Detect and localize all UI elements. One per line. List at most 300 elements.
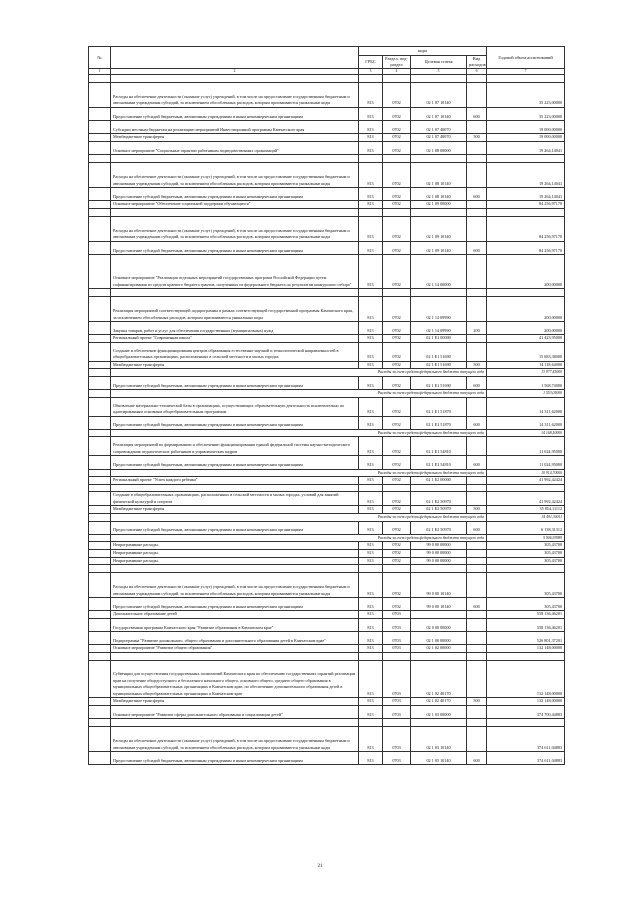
table-row [89,296,565,321]
expense-name-cell: Расходы на обеспечение деятельности (оказание услуг) учреждений, в том числе на предоставление государственным бюджетным и автономным учреждениям субсидий, за исключением обособленных расходов, которым присваиваются уникальные коды [111,82,359,107]
expense-name-cell: Расходы на обеспечение деятельности (оказание услуг) учреждений, в том числе на предоставление государственным бюджетным и автономным учреждениям субсидий, за исключением обособленных расходов, которым присваиваются уникальные коды [111,572,359,597]
amount-cell: 19 264,14041 [487,142,565,155]
table-row [89,162,565,187]
expense-name-cell: Реализация мероприятий по формированию и обеспечению функционирования единой федеральной системы научно-методического сопровождения педагогических работников и управленческих кадров [111,437,359,456]
table-row [89,242,565,255]
col-index: 5 [411,69,467,75]
table-row [89,188,565,201]
expense-name-cell: Межбюджетные трансферты [111,698,359,706]
row-number-cell [89,369,111,377]
row-number-cell [89,142,111,155]
section-cell [383,653,411,661]
section-cell: 0702 [383,188,411,201]
expense-type-cell [467,209,487,217]
table-row [89,632,565,645]
grbs-cell: 813 [359,611,383,619]
table-row [89,289,565,297]
table-row [89,343,565,362]
target-article-cell: 02 1 03 00000 [411,705,467,718]
expense-type-cell [467,484,487,492]
section-cell [383,75,411,83]
target-article-cell: 99 0 00 00000 [411,550,467,558]
amount-cell [487,75,565,83]
col-index: 2 [111,69,359,75]
row-number-cell [89,572,111,597]
expense-type-cell: 600 [467,377,487,390]
grbs-cell: 813 [359,322,383,335]
grbs-cell [359,565,383,573]
section-cell: 0702 [383,121,411,134]
section-cell: 0702 [383,82,411,107]
grbs-cell: 813 [359,335,383,343]
table-row [89,121,565,134]
table-row [89,619,565,632]
table-row [89,492,565,506]
grbs-cell [359,155,383,163]
expense-name-cell: Предоставление субсидий бюджетным, автономным учреждениям и иным некоммерческим организациям [111,598,359,611]
row-number-cell [89,188,111,201]
amount-cell: 374 611,04883 [487,752,565,765]
table-row [89,726,565,751]
expense-name-cell [111,484,359,492]
note-row [89,429,565,437]
amount-cell: 200,00000 [487,322,565,335]
row-number-cell [89,611,111,619]
target-article-cell [411,719,467,727]
grbs-cell: 813 [359,343,383,362]
section-cell: 0703 [383,645,411,653]
expense-name-cell: Основное мероприятие "Обеспечение социальной поддержки обучающихся" [111,201,359,209]
amount-cell: 11 024,95000 [487,456,565,469]
col-number-header: № [89,47,111,69]
expense-name-cell: Закупка товаров, работ и услуг для обеспечения государственных (муниципальных) нужд [111,322,359,335]
target-article-cell: 02 1 E2 50970 [411,506,467,514]
amount-cell [487,155,565,163]
amount-cell: 19 264,14041 [487,188,565,201]
expense-type-cell: 500 [467,698,487,706]
grbs-cell: 813 [359,698,383,706]
grbs-cell: 813 [359,397,383,416]
row-number-cell [89,598,111,611]
grbs-cell: 813 [359,201,383,209]
expense-name-cell: Региональный проект "Современная школа" [111,335,359,343]
table-row [89,416,565,429]
target-article-cell [411,289,467,297]
section-cell: 0702 [383,343,411,362]
section-cell: 0702 [383,477,411,485]
table-row [89,142,565,155]
amount-cell: 41 423,95000 [487,335,565,343]
codes-header: коды [359,47,487,56]
row-number-cell [89,752,111,765]
expense-type-cell [467,162,487,187]
expense-name-cell: Предоставление субсидий бюджетным, автономным учреждениям и иным некоммерческим организациям [111,188,359,201]
row-number-cell [89,660,111,698]
target-article-cell: 02 1 E2 50970 [411,521,467,534]
row-number-cell [89,289,111,297]
table-row [89,484,565,492]
section-cell: 0703 [383,611,411,619]
amount-cell: 14 118,64000 [487,361,565,369]
expense-name-cell: Расходы на обеспечение деятельности (оказание услуг) учреждений, в том числе на предоставление государственным бюджетным и автономным учреждениям субсидий, за исключением обособленных расходов, которым присваиваются уникальные коды [111,162,359,187]
row-number-cell [89,514,111,522]
section-cell: 0703 [383,752,411,765]
grbs-cell: 813 [359,506,383,514]
expense-name-cell [111,653,359,661]
target-article-cell: 99 0 00 10140 [411,572,467,597]
amount-cell: 35 854,11112 [487,506,565,514]
section-cell: 0702 [383,201,411,209]
target-article-cell: 02 1 07 10140 [411,108,467,121]
amount-cell: 19 000,00000 [487,121,565,134]
section-cell: 0702 [383,335,411,343]
expense-type-cell: 600 [467,188,487,201]
expense-type-cell [467,75,487,83]
expense-type-cell [467,397,487,416]
row-number-cell [89,550,111,558]
target-article-cell: 02 1 09 10140 [411,216,467,241]
expense-type-cell [467,611,487,619]
target-article-cell: 02 1 08 10140 [411,162,467,187]
amount-cell: 305,43700 [487,550,565,558]
target-article-cell: 02 1 08 00000 [411,142,467,155]
expense-type-cell: 600 [467,521,487,534]
note-text-cell: Расходы за счет средств федерального бюджета текущего года [111,390,487,398]
section-cell: 0702 [383,216,411,241]
amount-cell: 11 024,95000 [487,437,565,456]
target-article-cell [411,653,467,661]
expense-name-cell [111,565,359,573]
expense-name-cell: Непрограммные расходы [111,542,359,550]
grbs-cell: 813 [359,296,383,321]
target-article-cell: 02 1 02 40170 [411,698,467,706]
row-number-cell [89,155,111,163]
expense-name-cell: Реализация мероприятий соответствующей подпрограммы в рамках соответствующей государственной программы Камчатского края, за исключением обособленных расходов, которым присваиваются уникальные коды [111,296,359,321]
note-row [89,390,565,398]
row-number-cell [89,653,111,661]
col-vr-header: Вид расходов [467,56,487,69]
table-row [89,557,565,565]
grbs-cell: 813 [359,456,383,469]
expense-type-cell: 600 [467,456,487,469]
expense-name-cell [111,289,359,297]
expense-name-cell: Межбюджетные трансферты [111,361,359,369]
note-row [89,369,565,377]
amount-cell: 84 256,97170 [487,216,565,241]
row-number-cell [89,162,111,187]
table-row [89,134,565,142]
amount-cell: 14 311,62000 [487,397,565,416]
table-row [89,598,565,611]
target-article-cell: 02 1 E1 54810 [411,456,467,469]
row-number-cell [89,255,111,289]
amount-cell: 374 611,04883 [487,726,565,751]
target-article-cell: 02 1 14 00000 [411,255,467,289]
note-row [89,534,565,542]
expense-type-cell [467,255,487,289]
row-number-cell [89,542,111,550]
budget-table [88,46,565,765]
table-row [89,82,565,107]
target-article-cell: 02 1 E1 51690 [411,343,467,362]
table-row [89,155,565,163]
section-cell: 0702 [383,521,411,534]
expense-name-cell: Предоставление субсидий бюджетным, автономным учреждениям и иным некоммерческим организациям [111,242,359,255]
note-text-cell: Расходы за счет средств федерального бюджета текущего года [111,514,487,522]
expense-type-cell [467,343,487,362]
amount-cell: 19 264,14041 [487,162,565,187]
section-cell: 0702 [383,416,411,429]
table-body [89,75,565,765]
target-article-cell: 99 0 00 00000 [411,542,467,550]
expense-type-cell [467,492,487,506]
table-row [89,506,565,514]
grbs-cell: 813 [359,437,383,456]
expense-name-cell: Предоставление субсидий бюджетным, автономным учреждениям и иным некоммерческим организациям [111,416,359,429]
note-amount-cell: 10 914,70000 [487,469,565,477]
section-cell: 0702 [383,162,411,187]
expense-type-cell [467,477,487,485]
row-number-cell [89,705,111,718]
expense-name-cell: Непрограммные расходы [111,550,359,558]
expense-name-cell: Межбюджетные трансферты [111,134,359,142]
grbs-cell: 813 [359,521,383,534]
expense-type-cell [467,726,487,751]
amount-cell: 558 136,46201 [487,611,565,619]
expense-name-cell [111,155,359,163]
expense-type-cell [467,619,487,632]
section-cell [383,209,411,217]
grbs-cell: 813 [359,416,383,429]
row-number-cell [89,477,111,485]
amount-cell: 41 992,42424 [487,492,565,506]
expense-type-cell: 600 [467,598,487,611]
expense-type-cell [467,216,487,241]
col-amount-header: Годовой объем ассигнований [487,47,565,69]
amount-cell: 6 138,31312 [487,521,565,534]
table-row [89,542,565,550]
section-cell: 0702 [383,134,411,142]
expense-type-cell [467,155,487,163]
section-cell: 0702 [383,377,411,390]
section-cell [383,565,411,573]
target-article-cell [411,209,467,217]
section-cell: 0702 [383,598,411,611]
grbs-cell: 813 [359,492,383,506]
expense-name-cell [111,75,359,83]
section-cell: 0702 [383,142,411,155]
grbs-cell: 813 [359,82,383,107]
amount-cell: 19 000,00000 [487,134,565,142]
grbs-cell: 813 [359,619,383,632]
target-article-cell: 02 1 09 10140 [411,242,467,255]
table-row [89,361,565,369]
row-number-cell [89,416,111,429]
target-article-cell: 02 1 E2 50970 [411,492,467,506]
expense-type-cell [467,550,487,558]
grbs-cell [359,653,383,661]
row-number-cell [89,565,111,573]
target-article-cell: 02 1 E1 51870 [411,397,467,416]
col-grbs-header: ГРБС [359,56,383,69]
table-row [89,660,565,698]
row-number-cell [89,429,111,437]
expense-type-cell [467,201,487,209]
section-cell: 0703 [383,660,411,698]
table-row [89,550,565,558]
row-number-cell [89,534,111,542]
grbs-cell [359,484,383,492]
expense-name-cell: Основное мероприятие "Социальные гарантии работникам подведомственных организаций" [111,142,359,155]
table-row [89,397,565,416]
table-row [89,377,565,390]
grbs-cell [359,209,383,217]
row-number-cell [89,377,111,390]
section-cell: 0702 [383,456,411,469]
target-article-cell: 99 0 00 10140 [411,598,467,611]
expense-name-cell: Государственная программа Камчатского края "Развитие образования в Камчатском крае" [111,619,359,632]
note-row [89,514,565,522]
target-article-cell: 02 1 14 09990 [411,296,467,321]
row-number-cell [89,726,111,751]
row-number-cell [89,296,111,321]
grbs-cell: 813 [359,752,383,765]
amount-cell: 132 148,00000 [487,698,565,706]
amount-cell: 41 992,42424 [487,477,565,485]
target-article-cell: 02 1 E1 51690 [411,377,467,390]
expense-type-cell: 600 [467,108,487,121]
table-row [89,565,565,573]
section-cell: 0702 [383,557,411,565]
grbs-cell: 813 [359,255,383,289]
row-number-cell [89,121,111,134]
row-number-cell [89,557,111,565]
target-article-cell: 02 1 09 00000 [411,201,467,209]
expense-type-cell [467,437,487,456]
grbs-cell: 813 [359,557,383,565]
section-cell [383,155,411,163]
expense-type-cell [467,121,487,134]
col-index: 3 [359,69,383,75]
expense-name-cell: Региональный проект "Успех каждого ребенка" [111,477,359,485]
row-number-cell [89,492,111,506]
grbs-cell: 813 [359,216,383,241]
expense-type-cell [467,565,487,573]
expense-type-cell [467,632,487,645]
target-article-cell: 02 1 07 40070 [411,121,467,134]
expense-name-cell: Дополнительное образование детей [111,611,359,619]
table-row [89,108,565,121]
expense-name-cell: Субвенции для осуществления государственных полномочий Камчатского края по обеспечению государственных гарантий реализации прав на получение общедоступного и бесплатного начального общего, основного общего, среднего общего образования в муниципальных общеобразовательных организациях в Камчатском крае, по обеспечению дополнительного образования детей в муниципальных общеобразовательных организациях в Камчатском крае [111,660,359,698]
page-number: 21 [317,864,323,869]
expense-type-cell: 500 [467,506,487,514]
table-row [89,477,565,485]
expense-name-cell: Предоставление субсидий бюджетным, автономным учреждениям и иным некоммерческим организациям [111,456,359,469]
table-row [89,201,565,209]
amount-cell: 132 148,00000 [487,645,565,653]
target-article-cell: 02 1 07 10140 [411,82,467,107]
target-article-cell [411,565,467,573]
section-cell: 0702 [383,542,411,550]
expense-type-cell [467,289,487,297]
note-text-cell: Расходы за счет средств федерального бюджета текущего года [111,534,487,542]
target-article-cell: 02 1 03 10140 [411,752,467,765]
section-cell [383,484,411,492]
expense-name-cell: Субсидии местным бюджетам на реализацию мероприятий Инвестиционной программы Камчатского края [111,121,359,134]
budget-table-sheet [88,46,564,765]
expense-type-cell [467,296,487,321]
row-number-cell [89,506,111,514]
grbs-cell: 813 [359,134,383,142]
expense-type-cell [467,572,487,597]
section-cell: 0703 [383,632,411,645]
section-cell: 0702 [383,322,411,335]
expense-type-cell [467,719,487,727]
col-index: 6 [467,69,487,75]
amount-cell: 15 683,38000 [487,343,565,362]
table-row [89,611,565,619]
expense-name-cell [111,719,359,727]
row-number-cell [89,361,111,369]
section-cell: 0702 [383,242,411,255]
amount-cell [487,289,565,297]
grbs-cell: 813 [359,188,383,201]
row-number-cell [89,322,111,335]
note-amount-cell: 34 491,30011 [487,514,565,522]
grbs-cell: 813 [359,361,383,369]
row-number-cell [89,698,111,706]
expense-type-cell [467,557,487,565]
table-row [89,209,565,217]
note-text-cell: Расходы за счет средств федерального бюджета текущего года [111,369,487,377]
grbs-cell: 813 [359,121,383,134]
col-section-header: Раздел, под-раздел [383,56,411,69]
expense-type-cell: 600 [467,416,487,429]
target-article-cell: 02 1 00 00000 [411,632,467,645]
amount-cell: 35 223,00000 [487,108,565,121]
table-row [89,705,565,718]
expense-name-cell: Обновление материально-технической базы в организациях, осуществляющих образовательную деятельность исключительно по адаптированным основным общеобразовательным программам [111,397,359,416]
col-target-header: Целевая статья [411,56,467,69]
amount-cell [487,209,565,217]
target-article-cell: 02 1 E1 51870 [411,416,467,429]
table-row [89,255,565,289]
table-row [89,437,565,456]
expense-name-cell: Подпрограмма "Развитие дошкольного, общего образования и дополнительного образования детей в Камчатском крае" [111,632,359,645]
row-number-cell [89,82,111,107]
expense-type-cell: 200 [467,322,487,335]
expense-name-cell: Предоставление субсидий бюджетным, автономным учреждениям и иным некоммерческим организациям [111,108,359,121]
target-article-cell: 02 1 E1 51690 [411,361,467,369]
col-name-header [111,47,359,69]
grbs-cell: 813 [359,632,383,645]
section-cell: 0702 [383,492,411,506]
amount-cell: 305,43700 [487,572,565,597]
section-cell [383,289,411,297]
row-number-cell [89,437,111,456]
row-number-cell [89,216,111,241]
note-text-cell: Расходы за счет средств федерального бюджета текущего года [111,469,487,477]
grbs-cell: 813 [359,542,383,550]
grbs-cell: 813 [359,142,383,155]
row-number-cell [89,484,111,492]
expense-name-cell: Расходы на обеспечение деятельности (оказание услуг) учреждений, в том числе на предоставление государственным бюджетным и автономным учреждениям субсидий, за исключением обособленных расходов, которым присваиваются уникальные коды [111,726,359,751]
expense-name-cell: Предоставление субсидий бюджетным, автономным учреждениям и иным некоммерческим организациям [111,521,359,534]
row-number-cell [89,343,111,362]
expense-name-cell: Предоставление субсидий бюджетным, автономным учреждениям и иным некоммерческим организациям [111,752,359,765]
target-article-cell: 02 1 03 10140 [411,726,467,751]
row-number-cell [89,456,111,469]
